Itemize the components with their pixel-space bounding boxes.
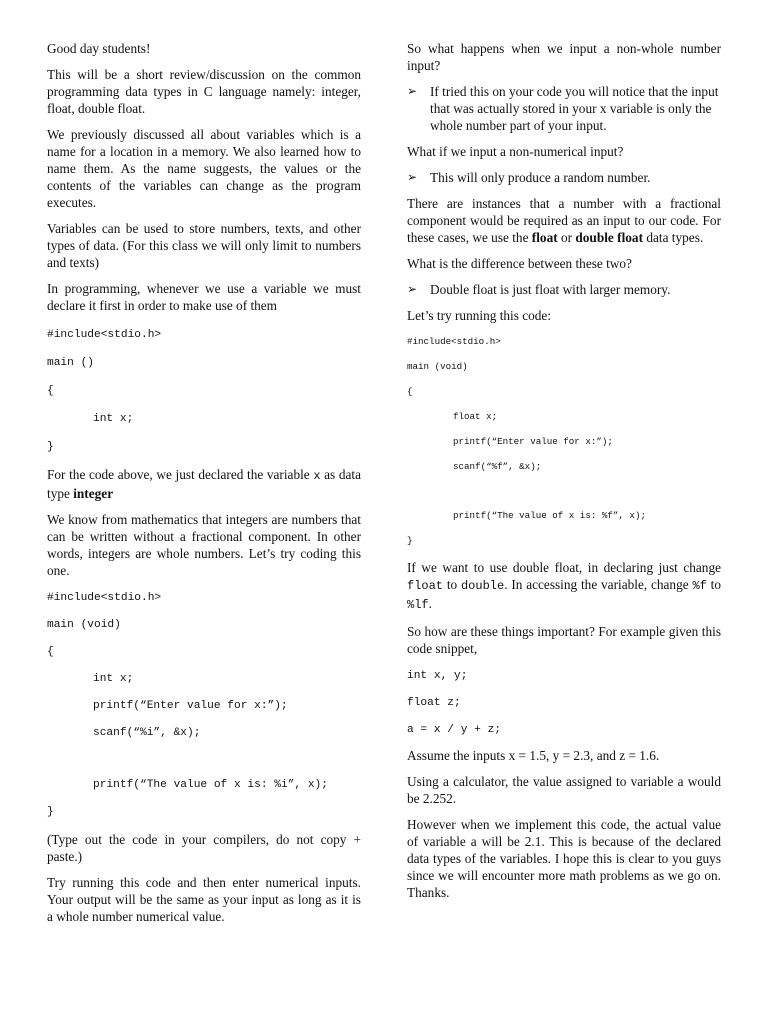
importance-paragraph: So how are these things important? For example given this code snippet,	[407, 624, 721, 656]
declared-integer-paragraph: For the code above, we just declared the variable x as data type integer	[47, 467, 361, 501]
code-block-3	[407, 336, 721, 547]
code-line: }	[407, 535, 413, 546]
left-column	[47, 40, 361, 934]
bullet-item	[407, 169, 721, 186]
code-block-1	[47, 328, 361, 454]
non-numerical-question: What if we input a non-numerical input?	[407, 144, 624, 159]
greeting: Good day students!	[47, 41, 151, 56]
non-whole-question: So what happens when we input a non-whole number input?	[407, 41, 721, 73]
arrow-bullet-icon: ➢	[407, 170, 418, 184]
code-line: {	[47, 646, 54, 658]
bullet-item	[407, 281, 721, 298]
arrow-bullet-icon: ➢	[407, 84, 418, 98]
try-running-paragraph: Try running this code and then enter numerical inputs. Your output will be the same as your input as long as it is a whole number numerical value.	[47, 875, 361, 924]
code-line: printf(“Enter value for x:”);	[93, 700, 288, 712]
code-line: int x, y;	[407, 670, 468, 682]
code-line: main (void)	[47, 619, 121, 631]
code-line: {	[407, 386, 413, 397]
code-line: {	[47, 385, 54, 397]
code-line: }	[47, 806, 54, 818]
code-line: #include<stdio.h>	[47, 329, 162, 341]
code-line: scanf(“%f”, &x);	[453, 461, 542, 472]
code-line: int x;	[93, 413, 134, 425]
calculator-paragraph: Using a calculator, the value assigned to variable a would be 2.252.	[407, 774, 721, 806]
code-line: a = x / y + z;	[407, 724, 501, 736]
bullet-text: This will only produce a random number.	[430, 170, 651, 185]
code-line: printf(“The value of x is: %i”, x);	[93, 779, 328, 791]
intro-paragraph: This will be a short review/discussion on the common programming data types in C language namely: integer, float, double float.	[47, 67, 361, 116]
bullet-text: If tried this on your code you will notice that the input that was actually stored in your x variable is only the whole number part of your input.	[430, 84, 719, 133]
code-block-4	[407, 669, 721, 737]
variables-uses-paragraph: Variables can be used to store numbers, texts, and other types of data. (For this class we will only limit to numbers and texts)	[47, 221, 361, 270]
conclusion-paragraph: However when we implement this code, the actual value of variable a will be 2.1. This is because of the declared data types of the variables. I hope this is clear to you guys since we will encounter more math problems as we go on. Thanks.	[407, 817, 721, 900]
double-float-paragraph: If we want to use double float, in declaring just change float to double. In accessing the variable, change %f to %lf.	[407, 560, 721, 612]
declare-paragraph: In programming, whenever we use a variable we must declare it first in order to make use of them	[47, 281, 361, 313]
assume-inputs-paragraph: Assume the inputs x = 1.5, y = 2.3, and z = 1.6.	[407, 748, 660, 763]
code-line: scanf(“%i”, &x);	[93, 727, 201, 739]
bullet-item	[407, 83, 721, 134]
code-line: printf(“Enter value for x:”);	[453, 436, 613, 447]
arrow-bullet-icon: ➢	[407, 282, 418, 296]
try-running-code-intro: Let’s try running this code:	[407, 308, 552, 323]
type-out-note: (Type out the code in your compilers, do not copy + paste.)	[47, 832, 361, 864]
code-line: }	[47, 441, 54, 453]
code-line: main (void)	[407, 361, 468, 372]
code-line: printf(“The value of x is: %f”, x);	[453, 510, 646, 521]
float-types-paragraph: There are instances that a number with a fractional component would be required as an input to our code. For these cases, we use the float or double float data types.	[407, 196, 721, 245]
code-line: float z;	[407, 697, 461, 709]
variables-paragraph: We previously discussed all about variables which is a name for a location in a memory. We also learned how to name them. As the name suggests, the values or the contents of the variables can change as the program executes.	[47, 127, 361, 210]
right-column	[407, 40, 721, 910]
code-block-2	[47, 591, 361, 819]
bullet-text: Double float is just float with larger memory.	[430, 282, 671, 297]
code-line: int x;	[93, 673, 134, 685]
integers-paragraph: We know from mathematics that integers are numbers that can be written without a fractional component. In other words, integers are whole numbers. Let’s try coding this one.	[47, 512, 361, 578]
code-line: main ()	[47, 357, 94, 369]
difference-question: What is the difference between these two?	[407, 256, 632, 271]
code-line: float x;	[453, 411, 498, 422]
code-line: #include<stdio.h>	[407, 336, 501, 347]
code-line: #include<stdio.h>	[47, 592, 162, 604]
